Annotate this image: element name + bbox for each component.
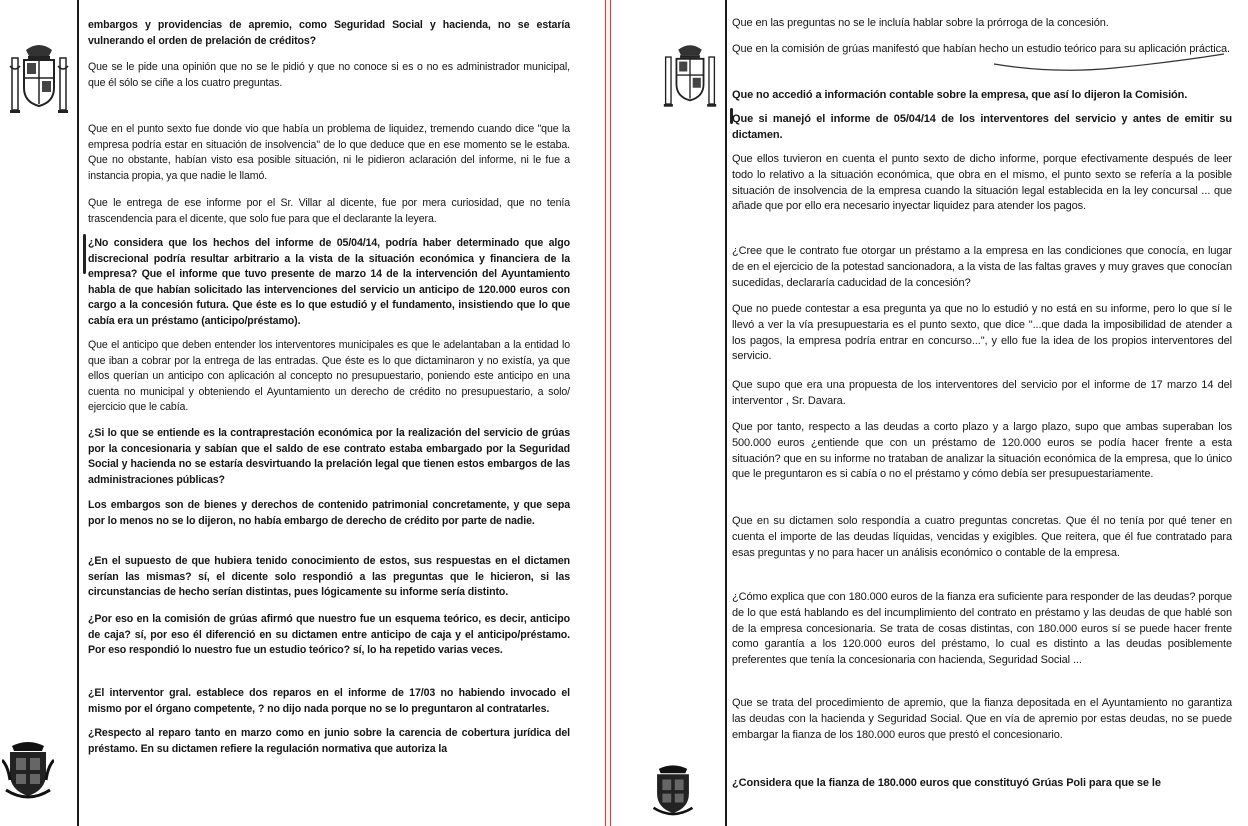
gutter-red-line — [605, 0, 606, 826]
right-paragraph: Que por tanto, respecto a las deudas a corto plazo y a largo plazo, supo que ambas superaban los 500.000 euros ¿entiende que con un préstamo de 120.000 euros se podía hacer frente a esta situación? que en su informe no trataban de analizar la situación económica de la empresa, que lo único que le preguntaron es si cabía o no el préstamo y cómo debía ser presupuestariamente. — [732, 421, 1232, 481]
right-paragraph: Que en la comisión de grúas manifestó que habían hecho un estudio teórico para su aplicación práctica. — [732, 43, 1230, 55]
right-paragraph: Que en su dictamen solo respondía a cuatro preguntas concretas. Que él no tenía por qué tener en cuenta el importe de las deudas líquidas, vencidas y exigibles. Que reitera, que él fue contratado para esas preguntas y no para hacer un análisis económico o contable de la empresa. — [732, 515, 1232, 559]
coat-of-arms-seal-icon — [8, 40, 70, 118]
left-paragraph: Que el anticipo que deben entender los interventores municipales es que le adelantaban a la entidad lo que iban a cobrar por la entrega de las entradas. Que éste es lo que dictaminaron y no existía, ya que ellos querían un anticipo con aplicación al concepto no presupuestario, poniendo este anticipo en una cuenta no municipal y obteniendo el Ayuntamiento un derecho de crédito no presupuestario, a solo/ ejercicio que le cabía. — [88, 339, 570, 414]
right-paragraph: Que no puede contestar a esa pregunta ya que no lo estudió y no está en su informe, pero lo que sí le llevó a ver la vía presupuestaria es el punto sexto, que dice "...que dada la imposibilidad de atender a los pagos, la empresa podría entrar en concurso...", y ello fue la idea de los propios interventores del servicio. — [732, 303, 1232, 363]
right-paragraph: Que ellos tuvieron en cuenta el punto sexto de dicho informe, porque efectivamente después de leer todo lo relativo a la situación económica, que obra en el mismo, el punto sexto se refería a la posible situación de insolvencia de la empresa cuando la situación legal establecida en la ley concursal ... que añade que por ello era necesario inyectar liquidez para atender los pagos. — [732, 153, 1232, 213]
left-paragraph: ¿Por eso en la comisión de grúas afirmó que nuestro fue un esquema teórico, es decir, anticipo de caja? sí, por eso él diferenció en su dictamen entre anticipo de caja y el anticipo/préstamo. Por eso respondió lo nuestro fue un estudio teórico? sí, lo ha repetido varias veces. — [88, 613, 570, 657]
right-paragraph: ¿Cómo explica que con 180.000 euros de la fianza era suficiente para responder de las deudas? porque de lo que está hablando es del incumplimiento del contrato en préstamo y las deudas de que hablé son de la empresa concesionaria. Se trata de cosas distintas, con 180.000 euros sí se puede hacer frente como garantía a los 120.000 euros del préstamo, lo cual es distinto a las deudas posiblemente preferentes que tenía la concesionaria con hacienda, Seguridad Social ... — [732, 591, 1232, 667]
handwritten-margin-bracket — [83, 234, 86, 274]
right-paragraph: Que no accedió a información contable sobre la empresa, que así lo dijeron la Comisión. — [732, 89, 1188, 101]
coat-of-arms-seal-icon — [662, 40, 718, 112]
left-document-page — [0, 0, 604, 826]
left-paragraph: ¿Respecto al reparo tanto en marzo como en junio sobre la carencia de cobertura jurídica del préstamo. En su dictamen refiere la regulación normativa que autoriza la — [88, 727, 570, 755]
right-paragraph: Que se trata del procedimiento de apremio, que la fianza depositada en el Ayuntamiento no garantiza las deudas con la hacienda y Seguridad Social. Que en vía de apremio por estas deudas, no se puede embargar la fianza de los 180.000 euros que prestó el concesionario. — [732, 697, 1232, 741]
left-paragraph: ¿No considera que los hechos del informe de 05/04/14, podría haber determinado que algo discrecional podría resultar arbitrario a la vista de la situación económica y financiera de la empresa? Que el informe que tuvo presente de marzo 14 de la intervención del Ayuntamiento habla de que habían solicitado las intervenciones del servicio un anticipo de 120.000 euros con cargo a la concesión futura. Que éste es lo que estudió y el fundamento, insistiendo que lo que cabía era un préstamo (anticipo/préstamo). — [88, 237, 570, 327]
right-paragraph: Que si manejó el informe de 05/04/14 de los interventores del servicio y antes de emitir su dictamen. — [732, 113, 1232, 141]
left-paragraph: ¿En el supuesto de que hubiera tenido conocimiento de estos, sus respuestas en el dictamen serían las mismas? sí, el dicente solo respondió a las preguntas que le hicieron, si las circunstancias de hecho serían distintas, pues lógicamente su informe sería distinto. — [88, 555, 570, 599]
right-paragraph: Que en las preguntas no se le incluía hablar sobre la prórroga de la concesión. — [732, 17, 1109, 29]
right-document-page — [612, 0, 1248, 826]
right-paragraph: ¿Cree que le contrato fue otorgar un préstamo a la empresa en las condiciones que conocía, en lugar de en el ejercicio de la potestad sancionadora, a la vista de las faltas graves y muy graves que conocían sucedidas, declararía caducidad de la concesión? — [732, 245, 1232, 289]
page-gutter — [604, 0, 612, 826]
coat-of-arms-stamp-icon — [2, 740, 54, 802]
left-paragraph: ¿Si lo que se entiende es la contraprestación económica por la realización del servicio de grúas por la concesionaria y sabían que el saldo de ese contrato estaba embargado por la Seguridad Social y hacienda no se estaría desvirtuando la prelación legal que tienen estos embargos de las administraciones públicas? — [88, 427, 570, 486]
left-paragraph: ¿El interventor gral. establece dos reparos en el informe de 17/03 no habiendo invocado el mismo por el órgano competente, ? no dijo nada porque no se lo preguntaron al contratarles. — [88, 687, 570, 715]
right-paragraph: ¿Considera que la fianza de 180.000 euros que constituyó Grúas Poli para que se le — [732, 777, 1161, 789]
left-paragraph: Que en el punto sexto fue donde vio que había un problema de liquidez, tremendo cuando dice "que la empresa podría estar en situación de insolvencia" de lo que deduce que en ese momento se le estaba. Que no obstante, habían visto esa posible situación, ni le pidieron aclaración del informe, ni le fue a instancia propia, ya que nadie le llamó. — [88, 123, 570, 182]
right-margin-rule — [725, 0, 727, 826]
left-paragraph: embargos y providencias de apremio, como Seguridad Social y hacienda, no se estaría vulnerando el orden de prelación de créditos? — [88, 19, 570, 47]
coat-of-arms-stamp-icon — [650, 762, 696, 820]
left-paragraph: Los embargos son de bienes y derechos de contenido patrimonial concretamente, y que sepa por lo menos no se lo dijeron, no había embargo de derecho de crédito por parte de nadie. — [88, 499, 570, 527]
left-paragraph: Que se le pide una opinión que no se le pidió y que no conoce si es o no es administrador municipal, que él sólo se ciñe a los cuatro preguntas. — [88, 61, 570, 89]
right-paragraph: Que supo que era una propuesta de los interventores del servicio por el informe de 17 marzo 14 del interventor , Sr. Davara. — [732, 379, 1232, 407]
left-paragraph: Que le entrega de ese informe por el Sr. Villar al dicente, fue por mera curiosidad, que no tenía trascendencia para el dicente, que solo fue para que el declarante la leyera. — [88, 197, 570, 225]
left-margin-rule — [77, 0, 79, 826]
gutter-red-line — [610, 0, 611, 826]
